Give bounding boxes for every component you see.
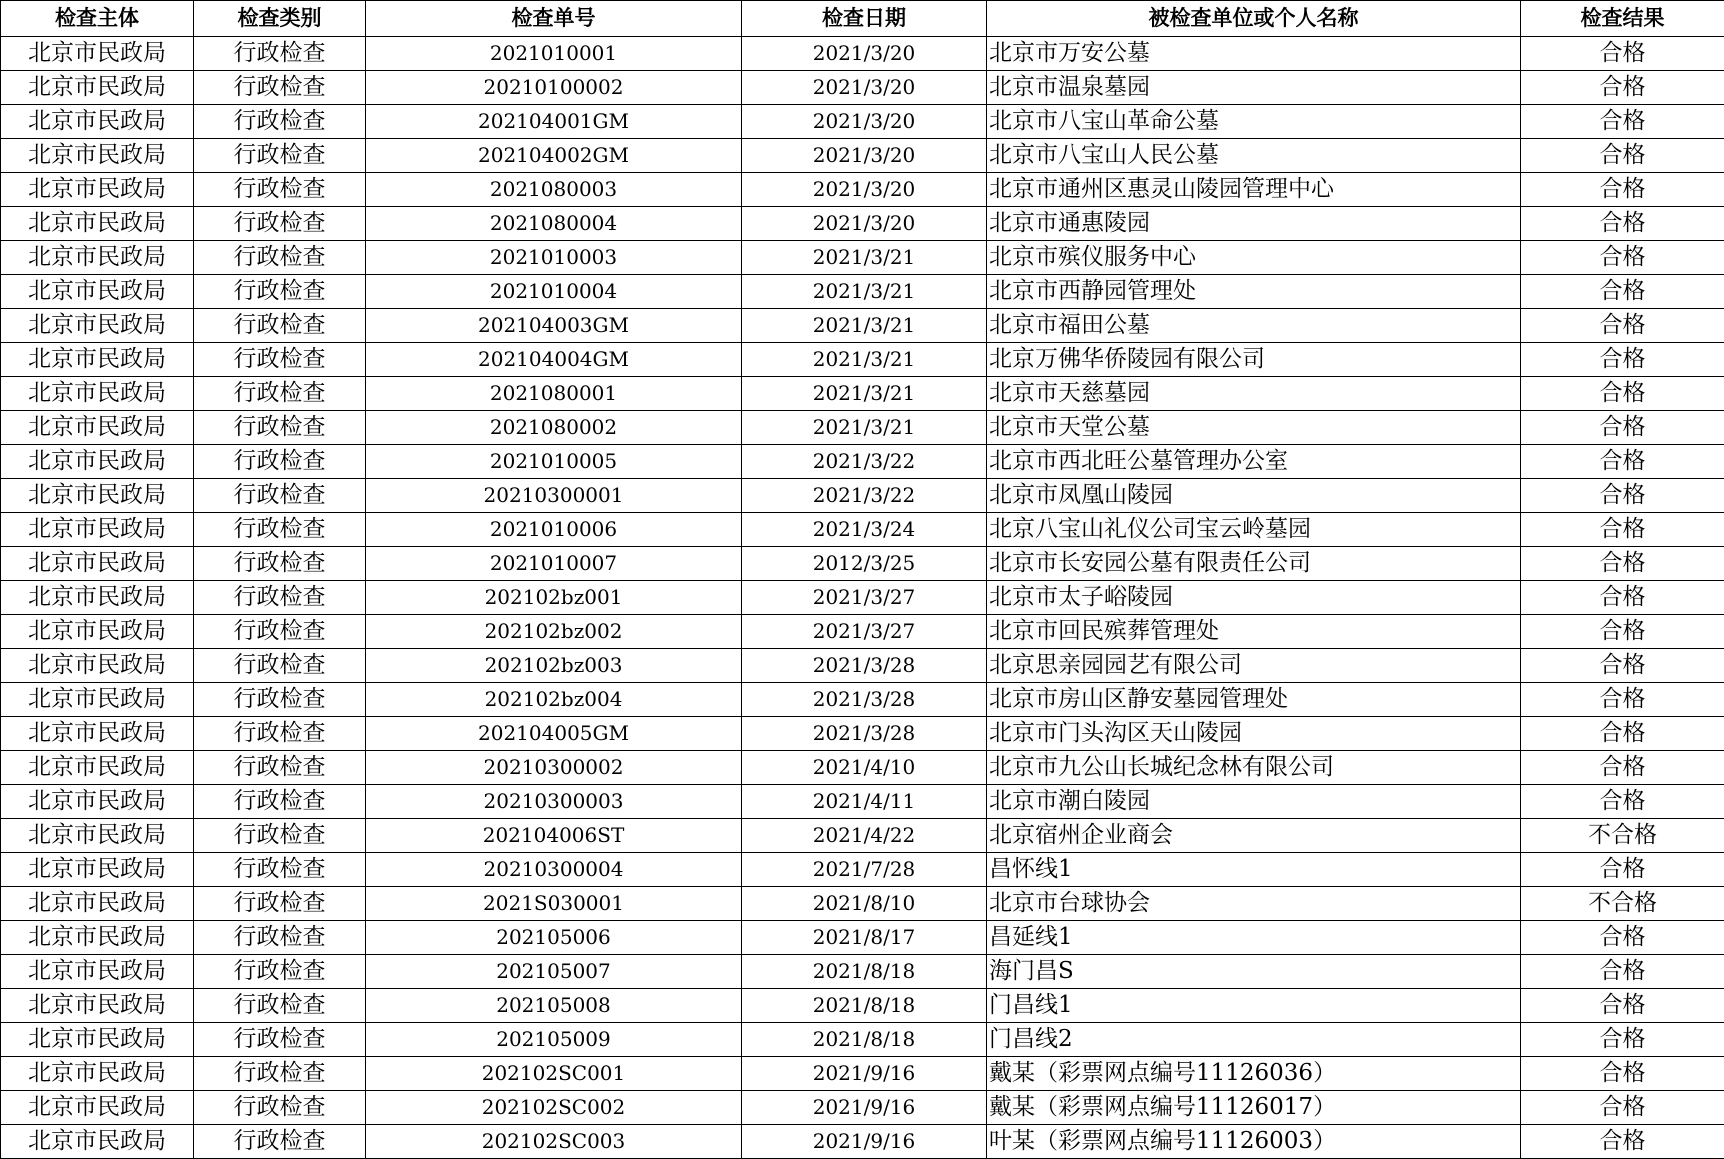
cell-date[interactable]: 2021/3/24	[742, 513, 987, 547]
cell-number[interactable]: 2021010001	[366, 37, 742, 71]
cell-date[interactable]: 2021/3/21	[742, 411, 987, 445]
cell-agency[interactable]: 北京市民政局	[1, 1091, 194, 1125]
cell-type[interactable]: 行政检查	[194, 445, 366, 479]
cell-date[interactable]: 2021/3/21	[742, 377, 987, 411]
cell-type[interactable]: 行政检查	[194, 955, 366, 989]
table-row[interactable]	[1, 479, 1724, 513]
cell-name[interactable]: 北京市凤凰山陵园	[987, 479, 1521, 513]
cell-type[interactable]: 行政检查	[194, 581, 366, 615]
cell-name[interactable]: 叶某（彩票网点编号11126003）	[987, 1125, 1521, 1159]
cell-agency[interactable]: 北京市民政局	[1, 649, 194, 683]
cell-date[interactable]: 2021/9/16	[742, 1057, 987, 1091]
cell-name[interactable]: 北京八宝山礼仪公司宝云岭墓园	[987, 513, 1521, 547]
cell-type[interactable]: 行政检查	[194, 275, 366, 309]
cell-agency[interactable]: 北京市民政局	[1, 921, 194, 955]
cell-type[interactable]: 行政检查	[194, 1057, 366, 1091]
cell-type[interactable]: 行政检查	[194, 683, 366, 717]
table-row[interactable]	[1, 377, 1724, 411]
cell-name[interactable]: 戴某（彩票网点编号11126017）	[987, 1091, 1521, 1125]
header-type: 检查类别	[194, 1, 366, 37]
cell-date[interactable]: 2021/3/20	[742, 207, 987, 241]
cell-agency[interactable]: 北京市民政局	[1, 1023, 194, 1057]
cell-agency[interactable]: 北京市民政局	[1, 1057, 194, 1091]
cell-type[interactable]: 行政检查	[194, 751, 366, 785]
cell-agency[interactable]: 北京市民政局	[1, 207, 194, 241]
cell-agency[interactable]: 北京市民政局	[1, 683, 194, 717]
cell-agency[interactable]: 北京市民政局	[1, 377, 194, 411]
cell-number[interactable]: 2021010004	[366, 275, 742, 309]
table-header	[1, 1, 1724, 37]
cell-number[interactable]: 202104002GM	[366, 139, 742, 173]
cell-date[interactable]: 2021/8/10	[742, 887, 987, 921]
cell-agency[interactable]: 北京市民政局	[1, 887, 194, 921]
cell-type[interactable]: 行政检查	[194, 717, 366, 751]
cell-result[interactable]: 合格	[1521, 649, 1724, 683]
cell-number[interactable]: 202102SC002	[366, 1091, 742, 1125]
table-row[interactable]	[1, 751, 1724, 785]
cell-name[interactable]: 北京市潮白陵园	[987, 785, 1521, 819]
table-row[interactable]	[1, 309, 1724, 343]
cell-number[interactable]: 2021080001	[366, 377, 742, 411]
cell-name[interactable]: 北京市万安公墓	[987, 37, 1521, 71]
cell-result[interactable]: 合格	[1521, 343, 1724, 377]
cell-type[interactable]: 行政检查	[194, 615, 366, 649]
cell-number[interactable]: 202102bz003	[366, 649, 742, 683]
cell-agency[interactable]: 北京市民政局	[1, 37, 194, 71]
cell-number[interactable]: 202102SC001	[366, 1057, 742, 1091]
table-row[interactable]	[1, 173, 1724, 207]
cell-date[interactable]: 2021/3/22	[742, 445, 987, 479]
cell-number[interactable]: 2021010003	[366, 241, 742, 275]
cell-result[interactable]: 合格	[1521, 683, 1724, 717]
cell-result[interactable]: 合格	[1521, 377, 1724, 411]
cell-number[interactable]: 20210300001	[366, 479, 742, 513]
cell-type[interactable]: 行政检查	[194, 887, 366, 921]
table-row[interactable]	[1, 1091, 1724, 1125]
cell-result[interactable]: 合格	[1521, 513, 1724, 547]
cell-date[interactable]: 2021/3/20	[742, 173, 987, 207]
cell-agency[interactable]: 北京市民政局	[1, 139, 194, 173]
cell-date[interactable]: 2021/4/10	[742, 751, 987, 785]
cell-type[interactable]: 行政检查	[194, 343, 366, 377]
cell-name[interactable]: 北京市天慈墓园	[987, 377, 1521, 411]
table-row[interactable]	[1, 445, 1724, 479]
cell-number[interactable]: 202104004GM	[366, 343, 742, 377]
cell-result[interactable]: 合格	[1521, 921, 1724, 955]
cell-type[interactable]: 行政检查	[194, 411, 366, 445]
cell-number[interactable]: 20210300002	[366, 751, 742, 785]
cell-type[interactable]: 行政检查	[194, 139, 366, 173]
cell-type[interactable]: 行政检查	[194, 1023, 366, 1057]
cell-result[interactable]: 合格	[1521, 173, 1724, 207]
cell-number[interactable]: 2021080003	[366, 173, 742, 207]
cell-type[interactable]: 行政检查	[194, 173, 366, 207]
cell-result[interactable]: 合格	[1521, 275, 1724, 309]
header-name: 被检查单位或个人名称	[987, 1, 1521, 37]
cell-name[interactable]: 北京市通惠陵园	[987, 207, 1521, 241]
table-row[interactable]	[1, 989, 1724, 1023]
table-row[interactable]	[1, 207, 1724, 241]
cell-number[interactable]: 202104005GM	[366, 717, 742, 751]
cell-date[interactable]: 2021/3/22	[742, 479, 987, 513]
cell-result[interactable]: 合格	[1521, 241, 1724, 275]
cell-agency[interactable]: 北京市民政局	[1, 955, 194, 989]
cell-result[interactable]: 合格	[1521, 37, 1724, 71]
cell-name[interactable]: 北京市九公山长城纪念林有限公司	[987, 751, 1521, 785]
cell-date[interactable]: 2021/4/11	[742, 785, 987, 819]
cell-number[interactable]: 202104003GM	[366, 309, 742, 343]
cell-result[interactable]: 合格	[1521, 615, 1724, 649]
cell-type[interactable]: 行政检查	[194, 513, 366, 547]
cell-number[interactable]: 2021010007	[366, 547, 742, 581]
cell-date[interactable]: 2021/3/27	[742, 615, 987, 649]
cell-name[interactable]: 北京万佛华侨陵园有限公司	[987, 343, 1521, 377]
cell-date[interactable]: 2021/3/20	[742, 139, 987, 173]
table-row[interactable]	[1, 887, 1724, 921]
cell-number[interactable]: 202102SC003	[366, 1125, 742, 1159]
cell-type[interactable]: 行政检查	[194, 853, 366, 887]
table-row[interactable]	[1, 411, 1724, 445]
table-row[interactable]	[1, 955, 1724, 989]
cell-date[interactable]: 2021/4/22	[742, 819, 987, 853]
cell-date[interactable]: 2021/3/28	[742, 683, 987, 717]
cell-result[interactable]: 合格	[1521, 445, 1724, 479]
table-row[interactable]	[1, 615, 1724, 649]
table-row[interactable]	[1, 71, 1724, 105]
cell-result[interactable]: 合格	[1521, 547, 1724, 581]
cell-date[interactable]: 2021/8/18	[742, 989, 987, 1023]
cell-number[interactable]: 2021010006	[366, 513, 742, 547]
table-row[interactable]	[1, 513, 1724, 547]
cell-name[interactable]: 门昌线2	[987, 1023, 1521, 1057]
cell-name[interactable]: 北京市八宝山人民公墓	[987, 139, 1521, 173]
cell-result[interactable]: 合格	[1521, 1091, 1724, 1125]
cell-number[interactable]: 202105009	[366, 1023, 742, 1057]
cell-result[interactable]: 不合格	[1521, 819, 1724, 853]
cell-name[interactable]: 北京市西北旺公墓管理办公室	[987, 445, 1521, 479]
cell-result[interactable]: 合格	[1521, 71, 1724, 105]
cell-agency[interactable]: 北京市民政局	[1, 241, 194, 275]
cell-number[interactable]: 2021S030001	[366, 887, 742, 921]
cell-name[interactable]: 北京宿州企业商会	[987, 819, 1521, 853]
table-row[interactable]	[1, 581, 1724, 615]
cell-date[interactable]: 2021/3/28	[742, 717, 987, 751]
cell-date[interactable]: 2021/3/21	[742, 343, 987, 377]
cell-agency[interactable]: 北京市民政局	[1, 513, 194, 547]
cell-number[interactable]: 202104006ST	[366, 819, 742, 853]
table-row[interactable]	[1, 853, 1724, 887]
cell-date[interactable]: 2021/3/21	[742, 241, 987, 275]
cell-number[interactable]: 202102bz001	[366, 581, 742, 615]
cell-number[interactable]: 20210100002	[366, 71, 742, 105]
cell-type[interactable]: 行政检查	[194, 1125, 366, 1159]
cell-date[interactable]: 2021/9/16	[742, 1125, 987, 1159]
cell-agency[interactable]: 北京市民政局	[1, 547, 194, 581]
cell-result[interactable]: 合格	[1521, 139, 1724, 173]
cell-result[interactable]: 合格	[1521, 105, 1724, 139]
cell-name[interactable]: 北京思亲园园艺有限公司	[987, 649, 1521, 683]
cell-result[interactable]: 合格	[1521, 581, 1724, 615]
cell-type[interactable]: 行政检查	[194, 37, 366, 71]
table-row[interactable]	[1, 275, 1724, 309]
cell-agency[interactable]: 北京市民政局	[1, 71, 194, 105]
cell-number[interactable]: 202102bz002	[366, 615, 742, 649]
cell-date[interactable]: 2021/3/28	[742, 649, 987, 683]
cell-type[interactable]: 行政检查	[194, 241, 366, 275]
cell-date[interactable]: 2021/3/20	[742, 71, 987, 105]
cell-number[interactable]: 202102bz004	[366, 683, 742, 717]
table-row[interactable]	[1, 37, 1724, 71]
cell-date[interactable]: 2012/3/25	[742, 547, 987, 581]
table-row[interactable]	[1, 683, 1724, 717]
cell-type[interactable]: 行政检查	[194, 547, 366, 581]
table-row[interactable]	[1, 717, 1724, 751]
table-row[interactable]	[1, 785, 1724, 819]
table-row[interactable]	[1, 921, 1724, 955]
cell-result[interactable]: 合格	[1521, 955, 1724, 989]
cell-type[interactable]: 行政检查	[194, 649, 366, 683]
cell-name[interactable]: 戴某（彩票网点编号11126036）	[987, 1057, 1521, 1091]
table-row[interactable]	[1, 105, 1724, 139]
cell-number[interactable]: 202105008	[366, 989, 742, 1023]
cell-name[interactable]: 北京市温泉墓园	[987, 71, 1521, 105]
cell-name[interactable]: 北京市太子峪陵园	[987, 581, 1521, 615]
cell-type[interactable]: 行政检查	[194, 785, 366, 819]
table-row[interactable]	[1, 343, 1724, 377]
cell-name[interactable]: 北京市台球协会	[987, 887, 1521, 921]
cell-name[interactable]: 北京市天堂公墓	[987, 411, 1521, 445]
cell-number[interactable]: 202105007	[366, 955, 742, 989]
cell-type[interactable]: 行政检查	[194, 989, 366, 1023]
cell-number[interactable]: 202105006	[366, 921, 742, 955]
header-row	[1, 1, 1724, 37]
cell-type[interactable]: 行政检查	[194, 921, 366, 955]
cell-name[interactable]: 北京市福田公墓	[987, 309, 1521, 343]
cell-agency[interactable]: 北京市民政局	[1, 819, 194, 853]
cell-name[interactable]: 昌怀线1	[987, 853, 1521, 887]
cell-result[interactable]: 合格	[1521, 751, 1724, 785]
cell-agency[interactable]: 北京市民政局	[1, 717, 194, 751]
cell-type[interactable]: 行政检查	[194, 1091, 366, 1125]
cell-result[interactable]: 合格	[1521, 1057, 1724, 1091]
cell-agency[interactable]: 北京市民政局	[1, 173, 194, 207]
cell-agency[interactable]: 北京市民政局	[1, 479, 194, 513]
cell-agency[interactable]: 北京市民政局	[1, 309, 194, 343]
cell-result[interactable]: 合格	[1521, 207, 1724, 241]
cell-number[interactable]: 20210300004	[366, 853, 742, 887]
cell-number[interactable]: 20210300003	[366, 785, 742, 819]
cell-agency[interactable]: 北京市民政局	[1, 615, 194, 649]
cell-name[interactable]: 北京市房山区静安墓园管理处	[987, 683, 1521, 717]
cell-agency[interactable]: 北京市民政局	[1, 411, 194, 445]
header-result: 检查结果	[1521, 1, 1724, 37]
cell-type[interactable]: 行政检查	[194, 309, 366, 343]
table-row[interactable]	[1, 819, 1724, 853]
cell-name[interactable]: 北京市长安园公墓有限责任公司	[987, 547, 1521, 581]
cell-date[interactable]: 2021/9/16	[742, 1091, 987, 1125]
cell-type[interactable]: 行政检查	[194, 377, 366, 411]
cell-agency[interactable]: 北京市民政局	[1, 989, 194, 1023]
cell-result[interactable]: 合格	[1521, 989, 1724, 1023]
cell-agency[interactable]: 北京市民政局	[1, 853, 194, 887]
cell-result[interactable]: 合格	[1521, 479, 1724, 513]
cell-result[interactable]: 不合格	[1521, 887, 1724, 921]
cell-date[interactable]: 2021/3/20	[742, 105, 987, 139]
cell-name[interactable]: 北京市殡仪服务中心	[987, 241, 1521, 275]
header-date: 检查日期	[742, 1, 987, 37]
cell-agency[interactable]: 北京市民政局	[1, 785, 194, 819]
cell-number[interactable]: 2021080002	[366, 411, 742, 445]
cell-date[interactable]: 2021/3/21	[742, 275, 987, 309]
table-body	[1, 37, 1724, 1159]
cell-date[interactable]: 2021/8/17	[742, 921, 987, 955]
header-agency: 检查主体	[1, 1, 194, 37]
cell-agency[interactable]: 北京市民政局	[1, 1125, 194, 1159]
cell-date[interactable]: 2021/8/18	[742, 1023, 987, 1057]
cell-name[interactable]: 北京市门头沟区天山陵园	[987, 717, 1521, 751]
cell-name[interactable]: 昌延线1	[987, 921, 1521, 955]
cell-name[interactable]: 门昌线1	[987, 989, 1521, 1023]
cell-agency[interactable]: 北京市民政局	[1, 581, 194, 615]
table-row[interactable]	[1, 547, 1724, 581]
cell-name[interactable]: 北京市西静园管理处	[987, 275, 1521, 309]
table-row[interactable]	[1, 139, 1724, 173]
header-number: 检查单号	[366, 1, 742, 37]
cell-date[interactable]: 2021/3/27	[742, 581, 987, 615]
cell-result[interactable]: 合格	[1521, 785, 1724, 819]
cell-result[interactable]: 合格	[1521, 1125, 1724, 1159]
cell-type[interactable]: 行政检查	[194, 105, 366, 139]
cell-type[interactable]: 行政检查	[194, 71, 366, 105]
cell-result[interactable]: 合格	[1521, 309, 1724, 343]
cell-name[interactable]: 北京市回民殡葬管理处	[987, 615, 1521, 649]
cell-date[interactable]: 2021/7/28	[742, 853, 987, 887]
cell-result[interactable]: 合格	[1521, 853, 1724, 887]
cell-name[interactable]: 北京市八宝山革命公墓	[987, 105, 1521, 139]
cell-number[interactable]: 2021080004	[366, 207, 742, 241]
cell-name[interactable]: 海门昌S	[987, 955, 1521, 989]
table-row[interactable]	[1, 1023, 1724, 1057]
table-row[interactable]	[1, 241, 1724, 275]
table-row[interactable]	[1, 1125, 1724, 1159]
cell-number[interactable]: 2021010005	[366, 445, 742, 479]
cell-type[interactable]: 行政检查	[194, 819, 366, 853]
cell-name[interactable]: 北京市通州区惠灵山陵园管理中心	[987, 173, 1521, 207]
table-row[interactable]	[1, 649, 1724, 683]
cell-number[interactable]: 202104001GM	[366, 105, 742, 139]
cell-type[interactable]: 行政检查	[194, 479, 366, 513]
cell-type[interactable]: 行政检查	[194, 207, 366, 241]
cell-agency[interactable]: 北京市民政局	[1, 343, 194, 377]
cell-agency[interactable]: 北京市民政局	[1, 445, 194, 479]
cell-result[interactable]: 合格	[1521, 717, 1724, 751]
cell-result[interactable]: 合格	[1521, 1023, 1724, 1057]
cell-date[interactable]: 2021/3/21	[742, 309, 987, 343]
cell-date[interactable]: 2021/3/20	[742, 37, 987, 71]
cell-result[interactable]: 合格	[1521, 411, 1724, 445]
cell-agency[interactable]: 北京市民政局	[1, 751, 194, 785]
cell-date[interactable]: 2021/8/18	[742, 955, 987, 989]
cell-agency[interactable]: 北京市民政局	[1, 275, 194, 309]
table-row[interactable]	[1, 1057, 1724, 1091]
cell-agency[interactable]: 北京市民政局	[1, 105, 194, 139]
